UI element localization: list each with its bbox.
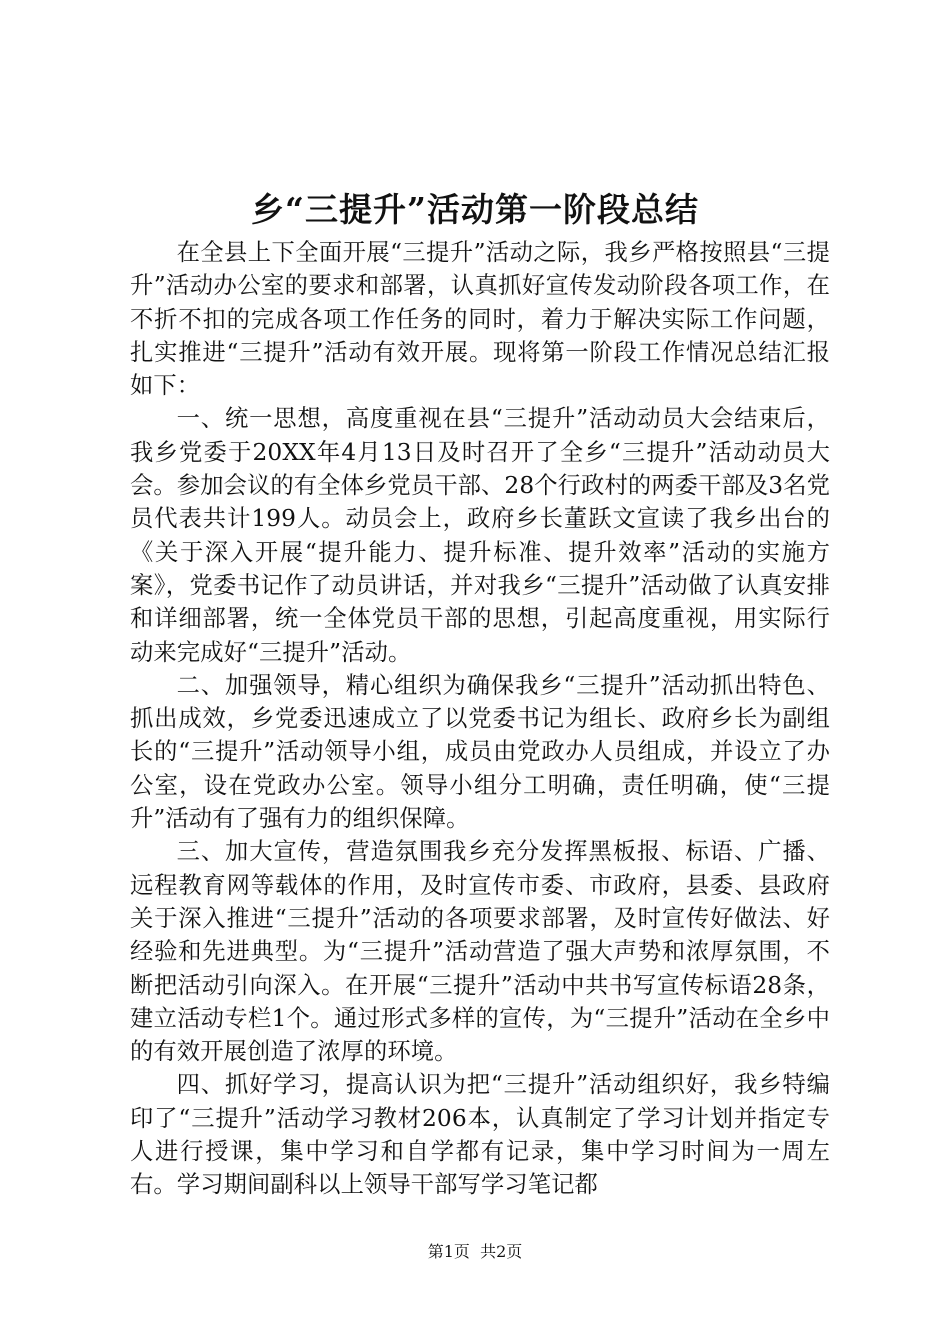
paragraph-section-2: 二、加强领导，精心组织为确保我乡“三提升”活动抓出特色、抓出成效，乡党委迅速成立了以党委书记为组长、政府乡长为副组长的“三提升”活动领导小组，成员由党政办人员组成，并设立了办公室，设在党政办公室。领导小组分工明确，责任明确，使“三提升”活动有了强有力的组织保障。 [130,671,830,833]
page-number-current: 第1页 [427,1242,470,1261]
footer-spacer [470,1242,480,1261]
document-title: 乡“三提升”活动第一阶段总结 [251,190,699,229]
paragraph-section-1: 一、统一思想，高度重视在县“三提升”活动动员大会结束后，我乡党委于20XX年4月13日及时召开了全乡“三提升”活动动员大会。参加会议的有全体乡党员干部、28个行政村的两委干部及3名党员代表共计199人。动员会上，政府乡长董跃文宣读了我乡出台的《关于深入开展“提升能力、提升标准、提升效率”活动的实施方案》，党委书记作了动员讲话，并对我乡“三提升”活动做了认真安排和详细部署，统一全体党员干部的思想，引起高度重视，用实际行动来完成好“三提升”活动。 [130,405,830,666]
paragraph-section-3: 三、加大宣传，营造氛围我乡充分发挥黑板报、标语、广播、远程教育网等载体的作用，及时宣传市委、市政府，县委、县政府关于深入推进“三提升”活动的各项要求部署，及时宣传好做法、好经验和先进典型。为“三提升”活动营造了强大声势和浓厚氛围，不断把活动引向深入。在开展“三提升”活动中共书写宣传标语28条，建立活动专栏1个。通过形式多样的宣传，为“三提升”活动在全乡中的有效开展创造了浓厚的环境。 [130,838,830,1066]
document-body [130,236,830,1202]
page-number-total: 共2页 [480,1242,523,1261]
page-footer [0,1240,950,1264]
paragraph-section-4: 四、抓好学习，提高认识为把“三提升”活动组织好，我乡特编印了“三提升”活动学习教材206本，认真制定了学习计划并指定专人进行授课，集中学习和自学都有记录，集中学习时间为一周左右。学习期间副科以上领导干部写学习笔记都 [130,1071,830,1199]
paragraph-intro: 在全县上下全面开展“三提升”活动之际，我乡严格按照县“三提升”活动办公室的要求和部署，认真抓好宣传发动阶段各项工作，在不折不扣的完成各项工作任务的同时，着力于解决实际工作问题，扎实推进“三提升”活动有效开展。现将第一阶段工作情况总结汇报如下： [130,239,830,400]
